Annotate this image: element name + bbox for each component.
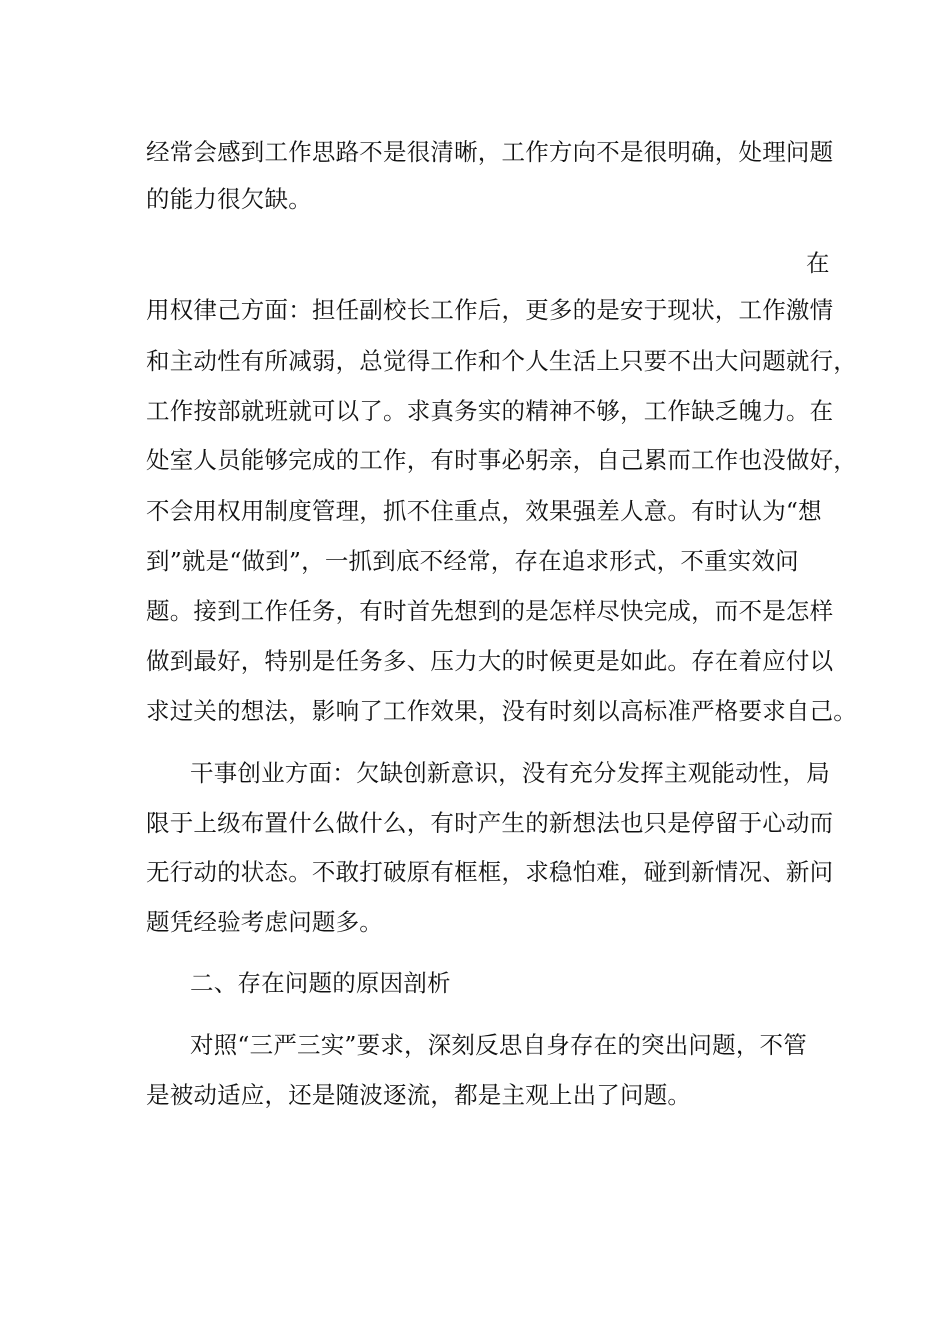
text-line: 不会用权用制度管理，抓不住重点，效果强差人意。有时认为“想 <box>146 497 822 525</box>
text-line-right: 在 <box>806 249 830 277</box>
text-line: 做到最好，特别是任务多、压力大的时候更是如此。存在着应付以 <box>146 647 834 675</box>
text-line: 无行动的状态。不敢打破原有框框，求稳怕难，碰到新情况、新问 <box>146 858 834 886</box>
text-line: 和主动性有所减弱，总觉得工作和个人生活上只要不出大问题就行， <box>146 347 857 375</box>
section-heading: 二、存在问题的原因剖析 <box>190 969 451 997</box>
text-line: 处室人员能够完成的工作，有时事必躬亲，自己累而工作也没做好， <box>146 446 857 474</box>
text-line: 干事创业方面：欠缺创新意识，没有充分发挥主观能动性，局 <box>190 759 830 787</box>
text-line: 是被动适应，还是随波逐流，都是主观上出了问题。 <box>146 1081 692 1109</box>
text-line: 的能力很欠缺。 <box>146 185 312 213</box>
text-line: 题。接到工作任务，有时首先想到的是怎样尽快完成，而不是怎样 <box>146 597 834 625</box>
text-line: 用权律己方面：担任副校长工作后，更多的是安于现状，工作激情 <box>146 296 834 324</box>
text-line: 限于上级布置什么做什么，有时产生的新想法也只是停留于心动而 <box>146 809 834 837</box>
text-line: 求过关的想法，影响了工作效果，没有时刻以高标准严格要求自己。 <box>146 697 857 725</box>
text-line: 经常会感到工作思路不是很清晰，工作方向不是很明确，处理问题 <box>146 138 834 166</box>
text-line: 到”就是“做到”，一抓到底不经常，存在追求形式，不重实效问 <box>146 547 799 575</box>
text-line: 对照“三严三实”要求，深刻反思自身存在的突出问题，不管 <box>190 1031 807 1059</box>
text-line: 题凭经验考虑问题多。 <box>146 908 383 936</box>
text-line: 工作按部就班就可以了。求真务实的精神不够，工作缺乏魄力。在 <box>146 397 834 425</box>
